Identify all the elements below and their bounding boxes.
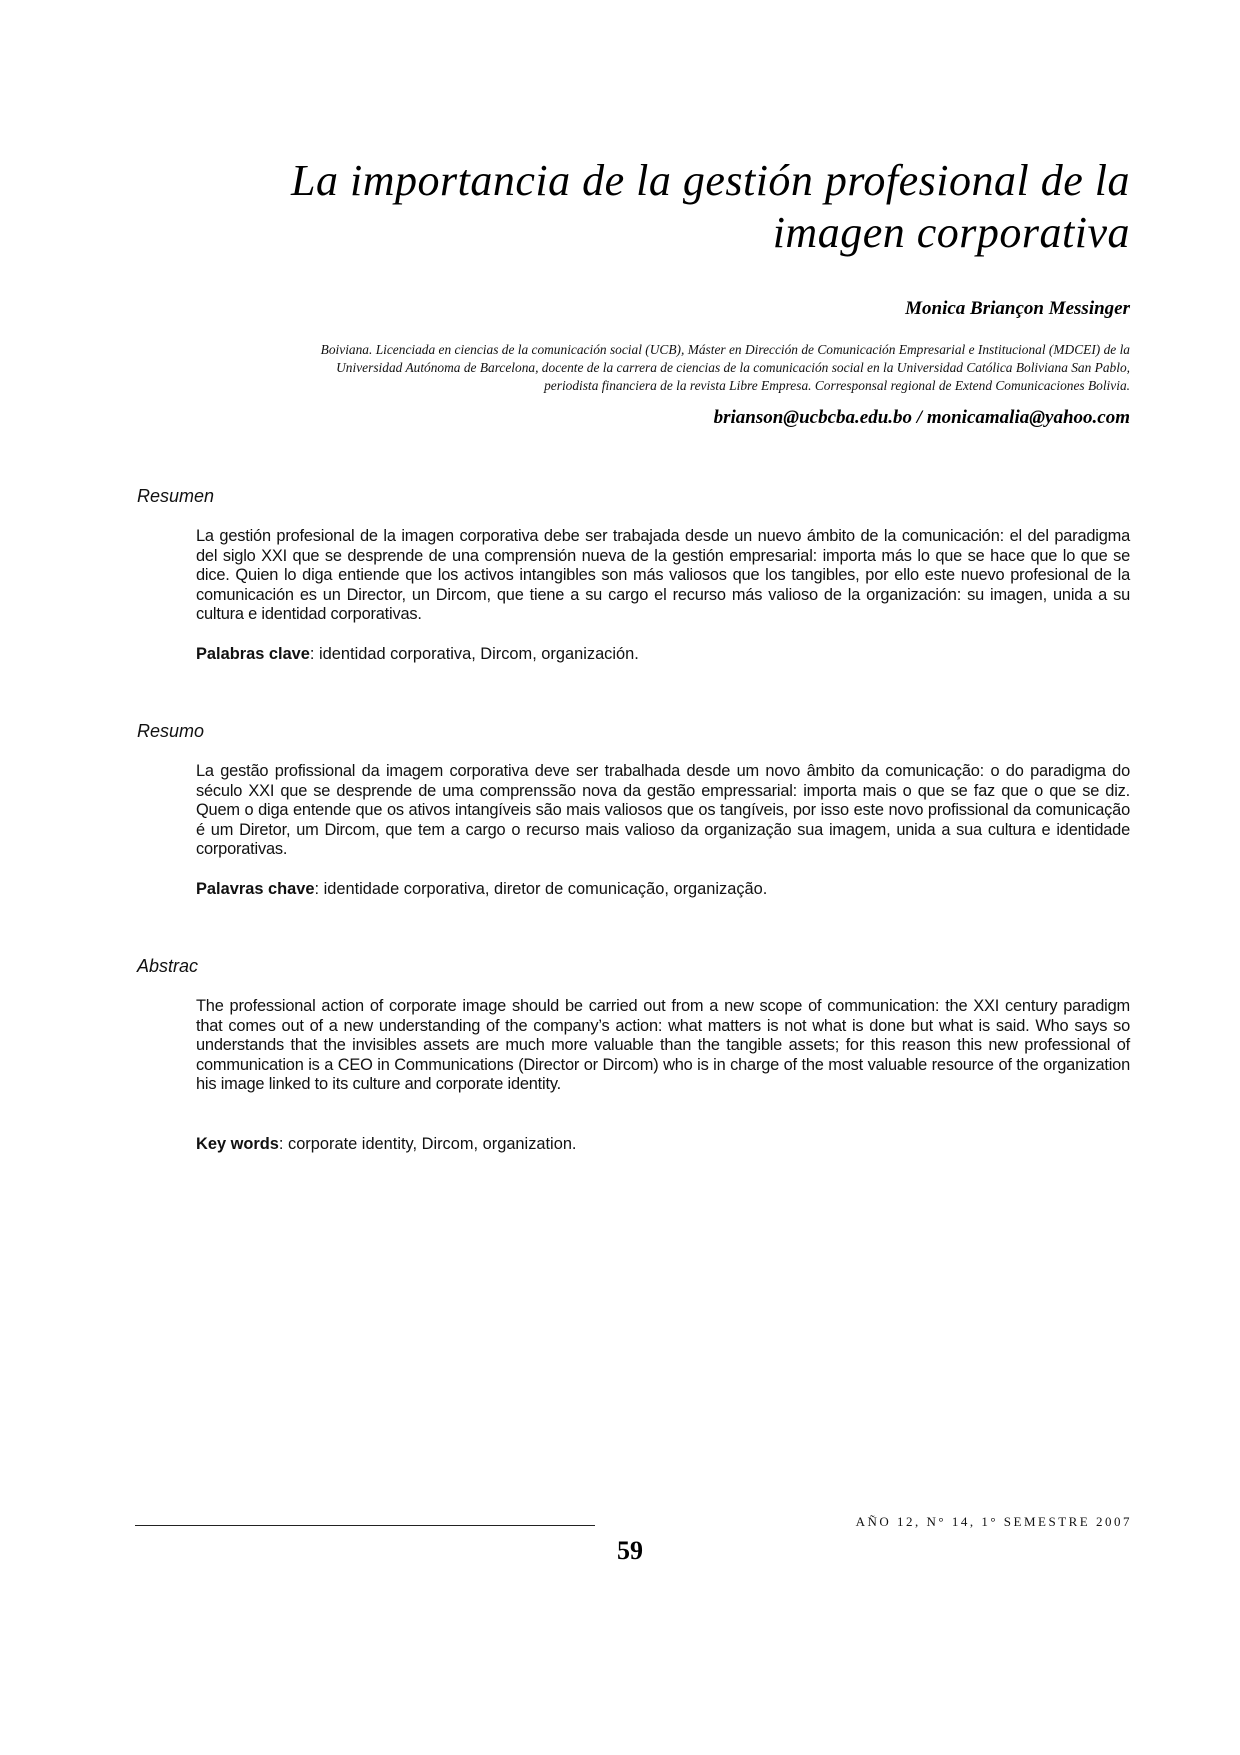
keywords-en: [196, 1134, 1130, 1154]
keywords-label: Palavras chave: [196, 880, 315, 898]
journal-issue: AÑO 12, N° 14, 1° SEMESTRE 2007: [855, 1514, 1132, 1529]
bio-line: Universidad Autónoma de Barcelona, docente de la carrera de ciencias de la comunicación social en la Universidad Católica Boliviana San Pablo,: [336, 360, 1130, 375]
abstract-es: La gestión profesional de la imagen corporativa debe ser trabajada desde un nuevo ámbito de la comunicación: el del paradigma del siglo XXI que se desprende de una comprensión nueva de la gestión empresarial: importa más lo que se hace que lo que se dice. Quien lo diga entiende que los activos intangibles son más valiosos que los tangibles, por ello este nuevo profesional de la comunicación es un Director, un Dircom, que tiene a su cargo el recurso más valioso de la organización: su imagen, unida a su cultura e identidad corporativas.: [196, 527, 1130, 624]
page-number: 59: [617, 1536, 643, 1565]
keywords-text: : identidade corporativa, diretor de comunicação, organização.: [314, 880, 768, 898]
title-line-2: imagen corporativa: [772, 208, 1130, 257]
keywords-label: Palabras clave: [196, 645, 310, 663]
title-line-1: La importancia de la gestión profesional de la: [291, 156, 1130, 205]
abstract-en: The professional action of corporate image should be carried out from a new scope of communication: the XXI century paradigm that comes out of a new understanding of the company’s action: what matters is not what is done but what is said. Who says so understands that the invisibles assets are much more valuable than the tangible assets; for this reason this new professional of communication is a CEO in Communications (Director or Dircom) who is in charge of the most valuable resource of the organization his image linked to its culture and corporate identity.: [196, 997, 1130, 1094]
abstract-pt: La gestão profissional da imagem corporativa deve ser trabalhada desde um novo âmbito da comunicação: o do paradigma do século XXI que se desprende de uma comprenssão nova da gestão empressarial: importa mais o que se faz que o que se diz. Quem o diga entende que os ativos intangíveis são mais valiosos que os tangíveis, por isso este novo profissional da comunicação é um Diretor, um Dircom, que tem a cargo o recurso mais valioso da organização sua imagem, unida a sua cultura e identidade corporativas.: [196, 762, 1130, 859]
article-title: [140, 155, 1130, 259]
author-bio: [140, 341, 1130, 395]
section-heading-resumen: Resumen: [137, 486, 215, 506]
keywords-label: Key words: [196, 1135, 279, 1153]
keywords-es: [196, 644, 1130, 664]
keywords-text: : identidad corporativa, Dircom, organización.: [309, 645, 639, 663]
keywords-text: : corporate identity, Dircom, organization.: [278, 1135, 577, 1153]
footer-divider: [135, 1525, 595, 1526]
keywords-pt: [196, 879, 1130, 899]
bio-line: periodista financiera de la revista Libre Empresa. Corresponsal regional de Extend Comunicaciones Bolivia.: [544, 378, 1130, 393]
author-name: Monica Briançon Messinger: [905, 298, 1130, 319]
bio-line: Boiviana. Licenciada en ciencias de la comunicación social (UCB), Máster en Dirección de Comunicación Empresarial e Institucional (MDCEI) de la: [320, 342, 1130, 357]
section-heading-abstrac: Abstrac: [137, 956, 199, 976]
author-email: brianson@ucbcba.edu.bo / monicamalia@yahoo.com: [713, 407, 1130, 428]
section-heading-resumo: Resumo: [137, 721, 205, 741]
